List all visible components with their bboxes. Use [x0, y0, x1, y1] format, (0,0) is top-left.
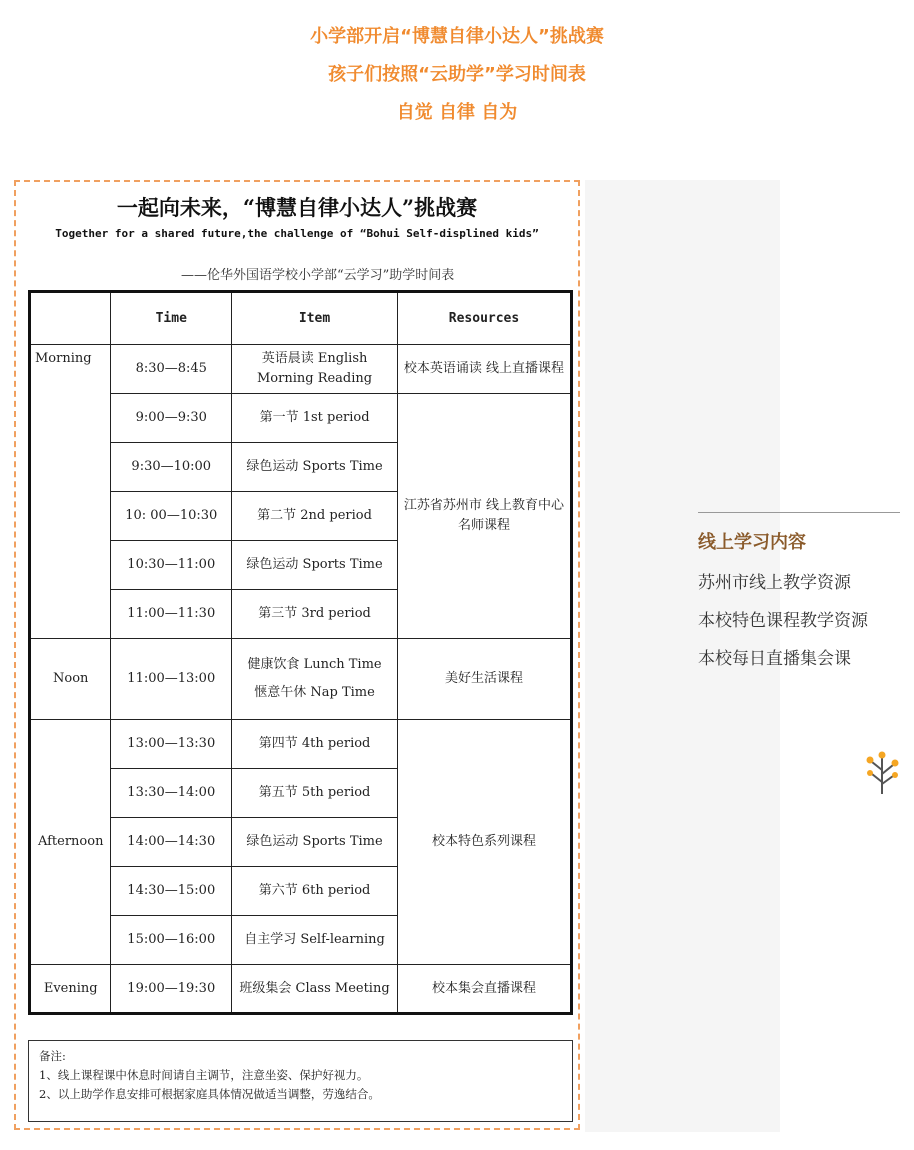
item-lunch: 健康饮食 Lunch Time	[247, 657, 382, 672]
time-cell: 10: 00—10:30	[111, 492, 232, 541]
resource-cell-afternoon: 校本特色系列课程	[398, 720, 572, 965]
card-title: 一起向未来，“博慧自律小达人”挑战赛	[116, 195, 478, 220]
header-time: Time	[111, 292, 232, 345]
table-row	[30, 720, 572, 769]
time-cell: 11:00—11:30	[111, 590, 232, 639]
period-morning: Morning	[30, 345, 111, 639]
resource-cell: 美好生活课程	[398, 639, 572, 720]
resource-cell: 校本集会直播课程	[398, 965, 572, 1014]
period-afternoon: Afternoon	[30, 720, 111, 965]
item-cell: 绿色运动 Sports Time	[232, 541, 398, 590]
item-cell	[232, 639, 398, 720]
sidebar-item: 本校每日直播集会课	[698, 649, 851, 669]
item-cell: 绿色运动 Sports Time	[232, 443, 398, 492]
notes-line-2: 2、以上助学作息安排可根据家庭具体情况做适当调整，劳逸结合。	[39, 1087, 380, 1101]
table-header-row	[30, 292, 572, 345]
item-cell: 第三节 3rd period	[232, 590, 398, 639]
time-cell: 14:30—15:00	[111, 867, 232, 916]
item-cell: 班级集会 Class Meeting	[232, 965, 398, 1014]
time-cell: 9:30—10:00	[111, 443, 232, 492]
time-cell: 8:30—8:45	[111, 345, 232, 394]
resource-cell-suzhou: 江苏省苏州市 线上教育中心名师课程	[398, 394, 572, 639]
period-evening: Evening	[30, 965, 111, 1014]
sidebar-divider	[698, 512, 900, 513]
item-nap: 惬意午休 Nap Time	[254, 685, 375, 700]
time-cell: 14:00—14:30	[111, 818, 232, 867]
sidebar-item: 苏州市线上教学资源	[698, 573, 851, 593]
item-cell: 自主学习 Self-learning	[232, 916, 398, 965]
item-cell: 第六节 6th period	[232, 867, 398, 916]
item-cell: 第二节 2nd period	[232, 492, 398, 541]
item-cell: 英语晨读 English Morning Reading	[232, 345, 398, 394]
sidebar-item: 本校特色课程教学资源	[698, 611, 868, 631]
item-cell: 第四节 4th period	[232, 720, 398, 769]
headline-line-2: 孩子们按照“云助学”学习时间表	[328, 64, 586, 85]
table-row	[30, 394, 572, 443]
header-resources: Resources	[398, 292, 572, 345]
notes-title: 备注:	[39, 1049, 66, 1063]
schedule-card	[14, 180, 580, 1130]
sidebar-title: 线上学习内容	[698, 532, 806, 553]
header-item: Item	[232, 292, 398, 345]
time-cell: 13:30—14:00	[111, 769, 232, 818]
time-cell: 19:00—19:30	[111, 965, 232, 1014]
card-subtitle: Together for a shared future,the challenge of “Bohui Self-displined kids”	[55, 227, 539, 240]
card-school-caption: ——伦华外国语学校小学部“云学习”助学时间表	[181, 268, 455, 283]
notes-line-1: 1、线上课程课中休息时间请自主调节，注意坐姿、保护好视力。	[39, 1068, 369, 1082]
time-cell: 15:00—16:00	[111, 916, 232, 965]
item-cell: 第一节 1st period	[232, 394, 398, 443]
tree-icon	[862, 748, 902, 796]
headline-line-3: 自觉 自律 自为	[396, 102, 518, 123]
period-noon: Noon	[30, 639, 111, 720]
notes-box	[28, 1040, 573, 1122]
table-row	[30, 965, 572, 1014]
time-cell: 9:00—9:30	[111, 394, 232, 443]
item-cell: 绿色运动 Sports Time	[232, 818, 398, 867]
time-cell: 10:30—11:00	[111, 541, 232, 590]
schedule-table	[28, 290, 573, 1015]
time-cell: 11:00—13:00	[111, 639, 232, 720]
header-period	[30, 292, 111, 345]
time-cell: 13:00—13:30	[111, 720, 232, 769]
table-row	[30, 639, 572, 720]
item-cell: 第五节 5th period	[232, 769, 398, 818]
headline-line-1: 小学部开启“博慧自律小达人”挑战赛	[310, 26, 604, 47]
resource-cell: 校本英语诵读 线上直播课程	[398, 345, 572, 394]
table-row	[30, 345, 572, 394]
